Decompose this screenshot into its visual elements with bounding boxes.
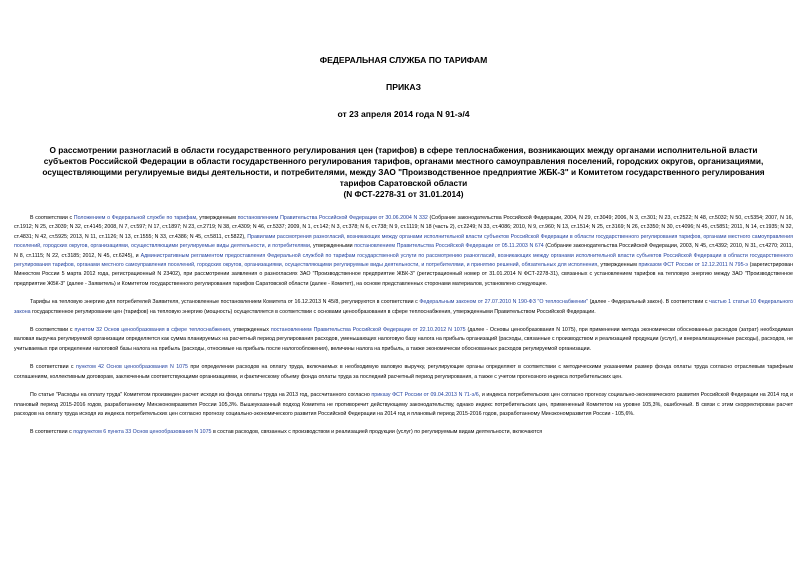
legal-reference-link[interactable]: Административным регламентом предоставления Федеральной службой по тарифам государственной услуги по рассмотрению разногласий, возникающих между органами исполнительной власти субъектов Российской Федерации в области государственного регулирования тарифов, органами местного самоуправления поселений, городских округов, организациями, осуществляющими регулируемые виды деятельности, и потребителями, и принятию решений, обязательных для исполнения [14, 252, 793, 269]
paragraph-text: Тарифы на тепловую энергию для потребителей Заявителя, установленные постановлением Комитета от 16.12.2013 N 45/8, регулируются в соответствии с [30, 299, 420, 306]
paragraph-text: (далее - Основы ценообразования N 1075), при применении метода экономически обоснованных расходов (затрат) необходимая валовая выручка регулируемой организации определяется как сумма планируемых на расчетный период регулирования расходов, уменьшающих налоговую базу налога на прибыль организаций (расходы, связанные с производством и реализацией продукции (услуг), и внереализационные расходы), расходов, не учитываемых при определении налоговой базы налога на прибыль (расходы, относимые на прибыль после налогообложения), величины налога на прибыль, а также экономически обоснованных расходов регулируемой организации. [14, 327, 793, 352]
paragraph-text: По статье "Расходы на оплату труда" Комитетом произведен расчет исходя из фонда оплаты труда на 2013 год, рассчитанного согласно [30, 392, 372, 399]
legal-reference-link[interactable]: Правилами рассмотрения разногласий, возникающих между органами исполнительной власти субъектов Российской Федерации в области государственного регулирования тарифов, органами местного самоуправления поселений, городских округов, организациями, осуществляющими регулируемые виды деятельности, и потребителями [14, 233, 793, 250]
paragraph-text: (зарегистрирован Минюстом России 5 марта 2012 года, регистрационный N 23402), при рассмотрении заявления о разногласиях ЗАО "Производственное предприятие ЖБК-3" (регистрационный номер от 31.01.2014 N ФСТ-2278-31), связанных с установлением тарифов на тепловую энергию между ЗАО "Производственное предприятие ЖБК-3" (далее - Заявитель) и Комитетом государственного регулирования тарифов Саратовской области (далее - Комитет), на основе представленных сторонами материалов, установлено следующее. [14, 262, 793, 287]
paragraph-text: , утвержденными [309, 243, 355, 250]
body-paragraph [14, 428, 793, 437]
legal-reference-link[interactable]: Положением о Федеральной службе по тарифам [73, 215, 197, 221]
paragraph-text: , и индекса потребительских цен согласно прогнозу социально-экономического развития Российской Федерации на 2014 год и плановый период 2015-2016 годов, разработанному Минэкономразвития России 105,3%. Вышеуказанный подход Комитета не противоречит действующему законодательству, однако индекс потребительских цен, примененный Комитетом на уровне 105,3%, ошибочный. В связи с этим скорректирован расчет расходов на оплату труда исходя из индекса потребительских цен согласно прогнозу социально-экономического развития Российской Федерации на 2014 год и плановый период 2015-2016 годов, разработанному Минэкономразвития России - 105,6%. [14, 392, 793, 417]
paragraph-text: , утвержденным [597, 262, 639, 269]
paragraph-text: в состав расходов, связанных с производством и реализацией продукции (услуг) по регулируемым видам деятельности, включаются [211, 429, 543, 436]
paragraph-text: В соответствии с [30, 215, 74, 221]
paragraph-text: (Собрание законодательства Российской Федерации, 2003, N 45, ст.4392; 2010, N 31, ст.4270; 2011, N 8, ст.1115; N 22, ст.3185; 2012, N 45, ст.6245), и [14, 243, 793, 259]
paragraph-text: В соответствии с [30, 429, 74, 436]
legal-reference-link[interactable]: приказу ФСТ России от 09.04.2013 N 71-э/6 [371, 392, 479, 399]
legal-reference-link[interactable]: Федеральным законом от 27.07.2010 N 190-ФЗ "О теплоснабжении" [419, 299, 589, 306]
document-title [32, 145, 775, 200]
legal-reference-link[interactable]: приказом ФСТ России от 12.12.2011 N 795-э [638, 262, 748, 269]
document-registration: (N ФСТ-2278-31 от 31.01.2014) [343, 189, 464, 199]
body-paragraph [14, 214, 793, 289]
paragraph-text: В соответствии с [30, 327, 75, 334]
document-date-number: от 23 апреля 2014 года N 91-э/4 [337, 109, 470, 119]
paragraph-text: государственное регулирование цен (тарифов) на тепловую энергию (мощность) осуществляется в соответствии с основами ценообразования в сфере теплоснабжения, утвержденными Правительством Российской Федерации. [30, 308, 596, 315]
body-paragraph [14, 326, 793, 354]
document-title-text: О рассмотрении разногласий в области государственного регулирования цен (тарифов) в сфере теплоснабжения, возникающих между органами исполнительной власти субъектов Российской Федерации в области государственного регулирования тарифов, органами местного самоуправления поселений, городских округов, организациями, осуществляющими регулируемые виды деятельности, и потребителями, между ЗАО "Производственное предприятие ЖБК-3" и Комитетом государственного регулирования тарифов Саратовской области [42, 145, 765, 188]
legal-reference-link[interactable]: постановлением Правительства Российской Федерации от 30.06.2004 N 332 [237, 215, 428, 221]
body-paragraph [14, 298, 793, 317]
paragraph-text: (Собрание законодательства Российской Федерации, 2004, N 29, ст.3049; 2006, N 3, ст.301; N 23, ст.2522; N 48, ст.5032; N 50, ст.5354; 2007, N 16, ст.1912; N 25, ст.3039; N 32, ст.4145; 2008, N 7, ст.597; N 17, ст.1897; N 23, ст.2719; N 38, ст.4309; N 46, ст.5337; 2009, N 1, ст.142; N 3, ст.378; N 6, ст.738; N 9, ст.1119; N 18 (часть 2), ст.2249; N 33, ст.4086; 2010, N 9, ст.960; N 13, ст.1514; N 25, ст.3169; N 26, ст.3350; N 30, ст.4096; N 45, ст.5851; 2011, N 14, ст.1935; N 32, ст.4831; N 42, ст.5925; 2013, N 11, ст.1126; N 13, ст.1555; N 33, ст.4386; N 45, ст.5811, ст.5822), [14, 215, 794, 240]
legal-reference-link[interactable]: постановлением Правительства Российской Федерации от 22.10.2012 N 1075 [270, 327, 466, 334]
body-paragraph [14, 391, 793, 419]
legal-reference-link[interactable]: частью 1 статьи 10 Федерального закона [14, 299, 793, 315]
agency-name: ФЕДЕРАЛЬНАЯ СЛУЖБА ПО ТАРИФАМ [319, 55, 488, 65]
paragraph-text: при определении расходов на оплату труда, включаемых в необходимую валовую выручку, регулирующие органы определяют в соответствии с методическими указаниями размер фонда оплаты труда согласно отраслевым тарифным соглашениям, коллективным договорам, заключенным соответствующими организациями, и фактическому объему фонда оплаты труда за последний расчетный период регулирования, а также с учетом прогнозного индекса потребительских цен. [14, 364, 793, 380]
legal-reference-link[interactable]: пунктом 42 Основ ценообразования N 1075 [75, 364, 188, 371]
body-paragraph [14, 363, 793, 382]
paragraph-text: В соответствии с [30, 364, 76, 371]
legal-reference-link[interactable]: пунктом 32 Основ ценообразования в сфере теплоснабжения [74, 327, 230, 334]
document-body [14, 214, 793, 438]
paragraph-text: , утвержденным [196, 215, 238, 221]
document-type: ПРИКАЗ [386, 82, 421, 92]
legal-reference-link[interactable]: постановлением Правительства Российской Федерации от 05.11.2003 N 674 [354, 243, 544, 250]
legal-reference-link[interactable]: подпунктом 6 пункта 33 Основ ценообразования N 1075 [73, 429, 212, 436]
paragraph-text: , утвержденных [229, 327, 271, 334]
paragraph-text: (далее - Федеральный закон). В соответствии с [588, 299, 710, 306]
